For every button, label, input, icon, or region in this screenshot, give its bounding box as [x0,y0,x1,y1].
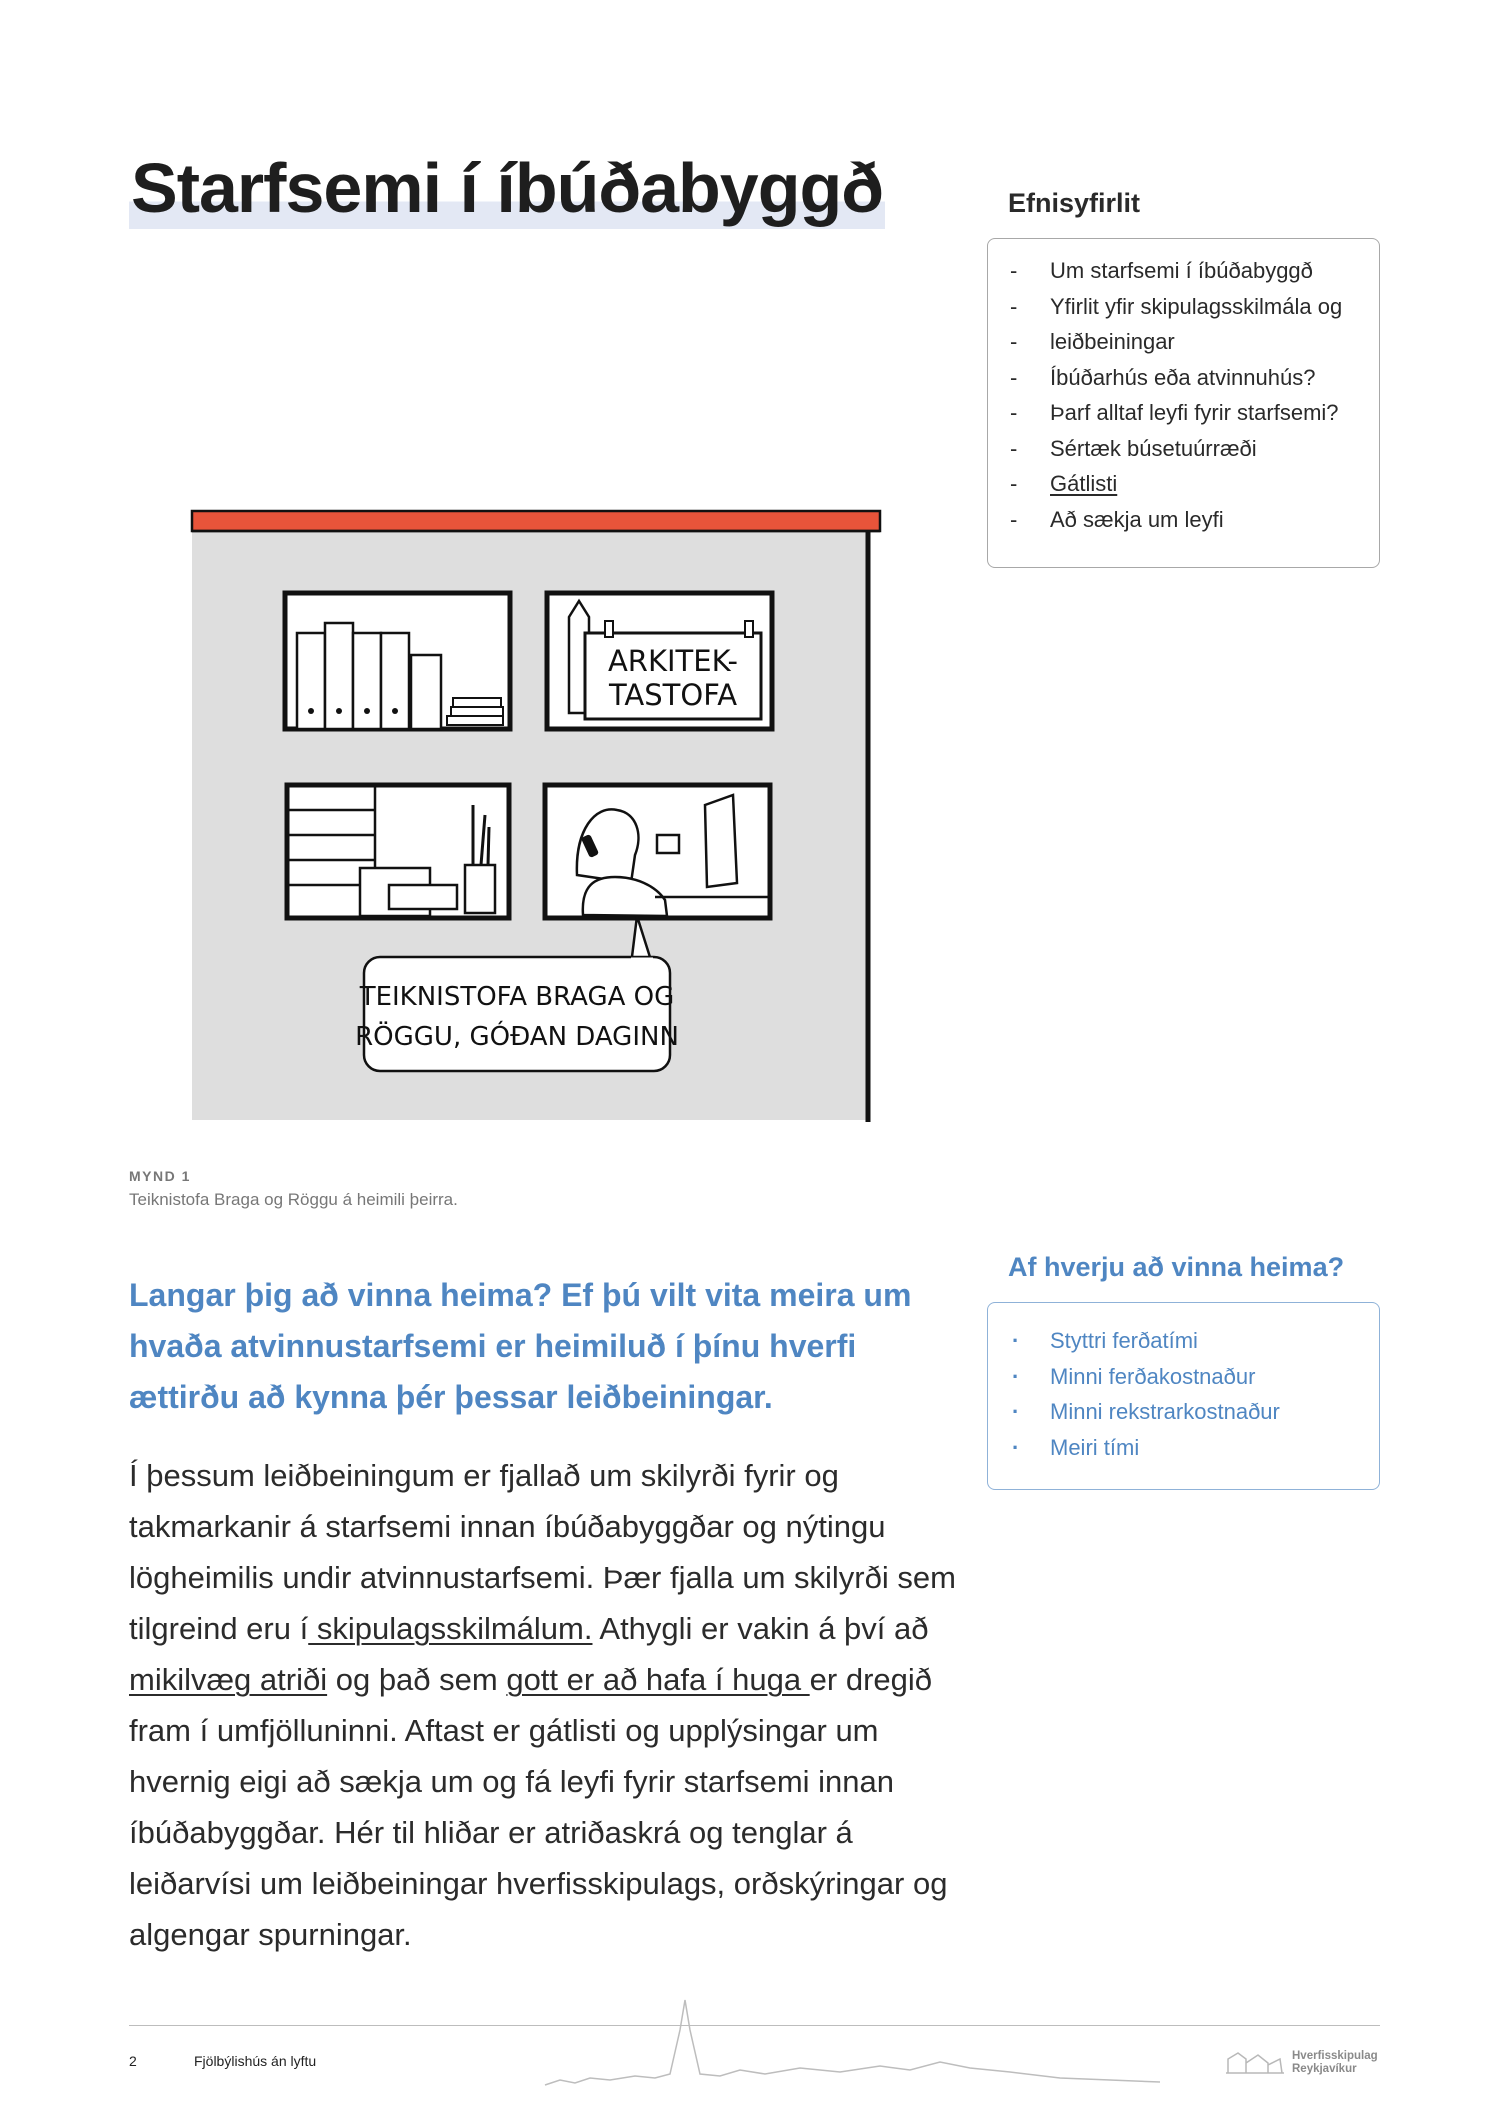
brand-line-1: Hverfisskipulag [1292,2050,1378,2062]
why-heading: Af hverju að vinna heima? [1008,1252,1345,1282]
page-number: 2 [129,2053,137,2069]
link-important-points[interactable]: mikilvæg atriði [129,1662,328,1697]
brand-line-2: Reykjavíkur [1292,2063,1357,2075]
figure-caption: Teiknistofa Braga og Röggu á heimili þeirra. [129,1190,458,1209]
body-paragraph [129,1450,969,1960]
window-bookshelf [285,593,510,729]
toc-item-overview-cont-label: leiðbeiningar [1050,329,1175,354]
why-item-lower-travel-cost: · Minni ferðakostnaður [1008,1359,1357,1395]
page-title: Starfsemi í íbúðabyggð [131,149,883,227]
why-work-from-home-box [987,1302,1380,1490]
why-item-lower-operating-cost: · Minni rekstrarkostnaður [1008,1394,1357,1430]
link-good-to-know[interactable]: gott er að hafa í huga [506,1662,810,1697]
body-text-4: er dregið fram í umfjölluninni. Aftast er gátlisti og upplýsingar um hvernig eigi að sækja um og fá leyfi fyrir starfsemi innan íbúðabyggðar. Hér til hliðar er atriðaskrá og tenglar á leiðarvísi um leiðbeiningar hverfisskipulags, orðskýringar og algengar spurningar. [129,1662,948,1952]
toc-item-checklist[interactable]: - Gátlisti [1008,466,1357,502]
speech-bubble [355,957,679,1071]
toc-item-special-housing[interactable]: - Sértæk búsetuúrræði [1008,431,1357,467]
link-zoning-terms[interactable]: skipulagsskilmálum. [308,1611,593,1646]
toc-item-residential-or-commercial[interactable]: - Íbúðarhús eða atvinnuhús? [1008,360,1357,396]
body-text-2: Athygli er vakin á því að [592,1611,929,1646]
sign-text-line2: TASTOFA [608,678,738,712]
hverfisskipulag-logo-icon [1224,2043,1286,2079]
footer-brand [1292,2050,1378,2076]
lead-paragraph: Langar þig að vinna heima? Ef þú vilt vita meira um hvaða atvinnustarfsemi er heimiluð í þínu hverfi ættirðu að kynna þér þessar leiðbeiningar. [129,1277,912,1415]
toc-item-overview[interactable]: - Yfirlit yfir skipulagsskilmála og [1008,289,1357,325]
toc-heading: Efnisyfirlit [1008,188,1141,218]
office-building-illustration [185,505,900,1125]
body-text-1: Í þessum leiðbeiningum er fjallað um skilyrði fyrir og takmarkanir á starfsemi innan íbúðabyggðar og nýtingu lögheimilis undir atvinnustarfsemi. Þær fjalla um skilyrði sem tilgreind eru í [129,1458,956,1646]
why-item-shorter-travel: · Styttri ferðatími [1008,1323,1357,1359]
toc-item-overview-continued[interactable] [1008,324,1357,360]
window-architect-sign [547,593,772,729]
body-text-3: og það sem [327,1662,507,1697]
why-item-more-time: · Meiri tími [1008,1430,1357,1466]
window-person-on-phone [545,785,770,918]
speech-text-line2: RÖGGU, GÓÐAN DAGINN [355,1022,679,1052]
toc-item-permit-needed[interactable]: - Þarf alltaf leyfi fyrir starfsemi? [1008,395,1357,431]
speech-text-line1: TEIKNISTOFA BRAGA OG [359,982,675,1012]
city-skyline-drawing [540,1990,1180,2090]
footer-document-title: Fjölbýlishús án lyftu [194,2053,317,2069]
building-roof [192,511,880,531]
toc-item-about[interactable]: - Um starfsemi í íbúðabyggð [1008,253,1357,289]
toc-item-apply-permit[interactable]: - Að sækja um leyfi [1008,502,1357,538]
figure-label: MYND 1 [129,1168,191,1184]
sign-text-line1: ARKITEK- [607,644,739,678]
table-of-contents [987,238,1380,568]
window-desk-shelf [287,785,509,918]
